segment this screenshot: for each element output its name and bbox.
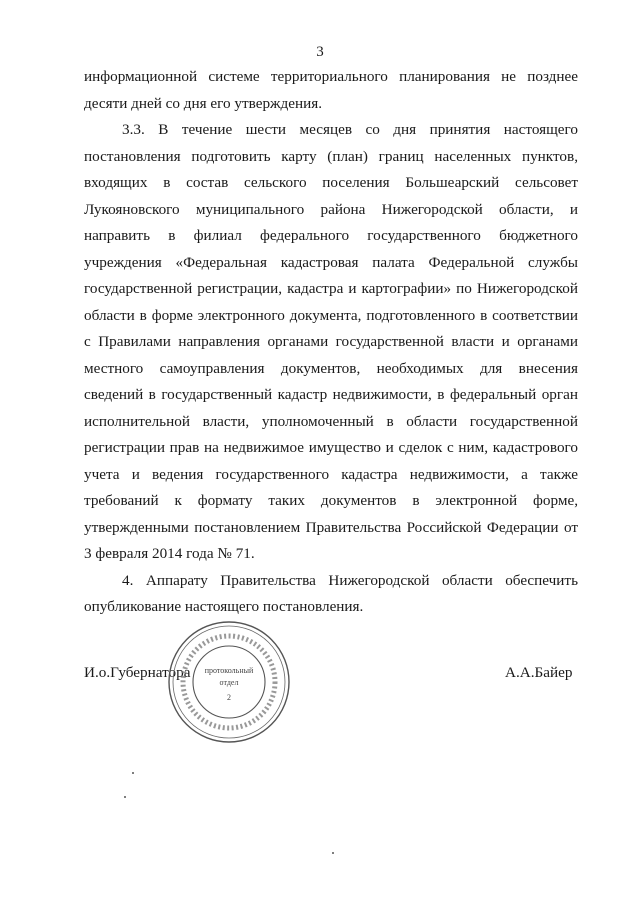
paragraph-3-3: 3.3. В течение шести месяцев со дня принятия настоящего постановления подготовить карту (план) границ населенных пунктов, входящих в состав сельского поселения Большеарский сельсовет Лукояновского муниципального района Нижегородской области, и направить в филиал федерального государственного бюджетного учреждения «Федеральная кадастровая палата Федеральной службы государственной регистрации, кадастра и картографии» по Нижегородской области в форме электронного документа, подготовленного в соответствии с Правилами направления органами государственной власти и органами местного самоуправления документов, необходимых для внесения сведений в государственный кадастр недвижимости, в федеральный орган исполнительной власти, уполномоченный в области государственной регистрации прав на недвижимое имущество и сделок с ним, кадастрового учета и ведения государственного кадастра недвижимости, а также требований к формату таких документов в электронной форме, утвержденными постановлением Правительства Российской Федерации от 3 февраля 2014 года № 71. [84, 121, 578, 562]
scan-speck [124, 796, 126, 798]
stamp-center-line1: протокольный [204, 666, 254, 675]
paragraph-continuation: информационной системе территориального планирования не позднее десяти дней со дня его утверждения. [84, 68, 578, 112]
stamp-center-line2: отдел [219, 678, 239, 687]
page-number: 3 [316, 44, 324, 60]
official-stamp [165, 618, 293, 746]
signatory-position: И.о.Губернатора [84, 664, 191, 681]
scan-speck [132, 772, 134, 774]
stamp-center-number: 2 [227, 693, 231, 702]
document-body [84, 64, 578, 621]
scan-speck [332, 852, 334, 854]
signatory-name: А.А.Байер [505, 664, 573, 681]
paragraph-4: 4. Аппарату Правительства Нижегородской области обеспечить опубликование настоящего постановления. [84, 571, 578, 615]
